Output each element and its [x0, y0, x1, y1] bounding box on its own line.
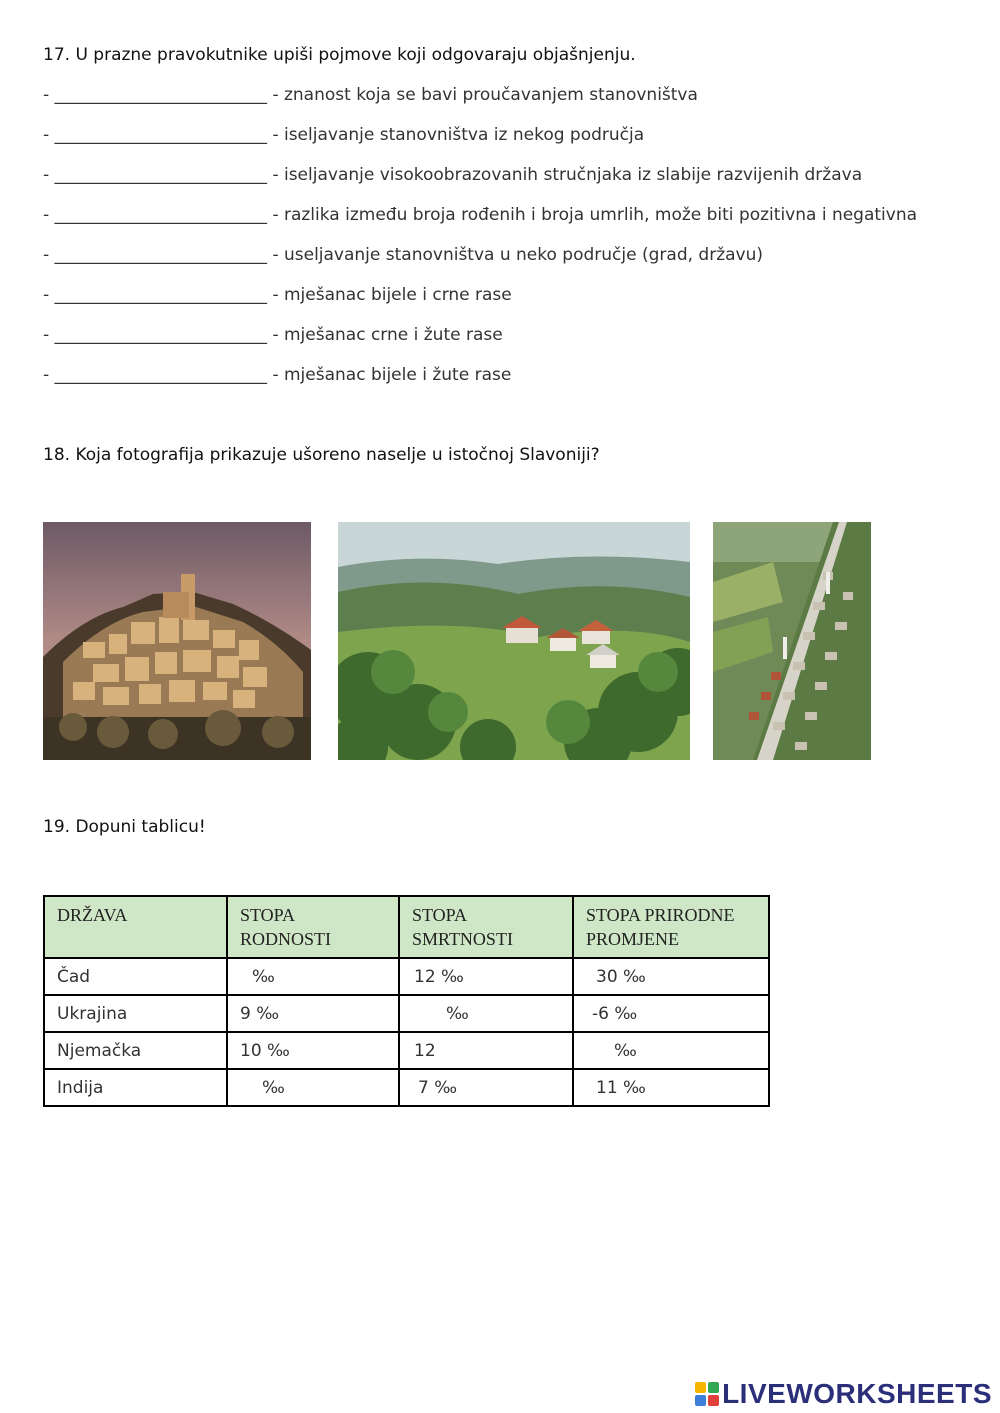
cell-country: Indija	[44, 1069, 227, 1106]
header-country-label: DRŽAVA	[57, 905, 128, 925]
rates-table	[43, 895, 770, 1107]
header-death-rate	[399, 896, 573, 958]
cell-country: Njemačka	[44, 1032, 227, 1069]
question-18-title: 18. Koja fotografija prikazuje ušoreno naselje u istočnoj Slavoniji?	[43, 445, 600, 465]
cell-country: Ukrajina	[44, 995, 227, 1032]
table-row	[44, 1069, 769, 1106]
cell-natural-change[interactable]: ‰	[573, 1032, 769, 1069]
header-natural-change-line2: PROMJENE	[586, 929, 680, 949]
header-death-rate-line1: STOPA	[412, 905, 468, 925]
header-natural-change-line1: STOPA PRIRODNE	[586, 905, 735, 925]
logo-square-green	[708, 1382, 719, 1393]
cell-natural-change: -6 ‰	[573, 995, 769, 1032]
liveworksheets-logo-icon	[695, 1382, 719, 1406]
fill-in-line-7[interactable]: - _________________________ - mješanac crne i žute rase	[43, 325, 503, 345]
header-country	[44, 896, 227, 958]
liveworksheets-watermark[interactable]	[695, 1378, 992, 1410]
photo-hilltop-town[interactable]	[43, 522, 311, 760]
cell-birth-rate[interactable]: ‰	[227, 958, 399, 995]
cell-death-rate: 12 ‰	[399, 958, 573, 995]
fill-in-line-3[interactable]: - _________________________ - iseljavanje visokoobrazovanih stručnjaka iz slabije razvijenih država	[43, 165, 863, 185]
header-natural-change	[573, 896, 769, 958]
cell-death-rate: 12	[399, 1032, 573, 1069]
cell-country: Čad	[44, 958, 227, 995]
header-birth-rate	[227, 896, 399, 958]
photo-scattered-village[interactable]	[338, 522, 690, 760]
fill-in-line-8[interactable]: - _________________________ - mješanac bijele i žute rase	[43, 365, 512, 385]
cell-birth-rate[interactable]: ‰	[227, 1069, 399, 1106]
table-row	[44, 958, 769, 995]
cell-natural-change: 11 ‰	[573, 1069, 769, 1106]
liveworksheets-wordmark: LIVEWORKSHEETS	[722, 1378, 992, 1409]
logo-square-red	[708, 1395, 719, 1406]
question-19-title: 19. Dopuni tablicu!	[43, 817, 206, 837]
table-header-row	[44, 896, 769, 958]
fill-in-line-6[interactable]: - _________________________ - mješanac bijele i crne rase	[43, 285, 512, 305]
cell-natural-change: 30 ‰	[573, 958, 769, 995]
fill-in-line-2[interactable]: - _________________________ - iseljavanje stanovništva iz nekog područja	[43, 125, 645, 145]
cell-birth-rate: 9 ‰	[227, 995, 399, 1032]
cell-birth-rate: 10 ‰	[227, 1032, 399, 1069]
question-17-title: 17. U prazne pravokutnike upiši pojmove koji odgovaraju objašnjenju.	[43, 45, 636, 65]
header-death-rate-line2: SMRTNOSTI	[412, 929, 513, 949]
header-birth-rate-line1: STOPA	[240, 905, 296, 925]
photo-linear-settlement[interactable]	[713, 522, 871, 760]
fill-in-line-1[interactable]: - _________________________ - znanost koja se bavi proučavanjem stanovništva	[43, 85, 698, 105]
table-row	[44, 1032, 769, 1069]
logo-square-yellow	[695, 1382, 706, 1393]
header-birth-rate-line2: RODNOSTI	[240, 929, 332, 949]
logo-square-blue	[695, 1395, 706, 1406]
table-row	[44, 995, 769, 1032]
fill-in-line-5[interactable]: - _________________________ - useljavanje stanovništva u neko područje (grad, državu)	[43, 245, 764, 265]
fill-in-line-4[interactable]: - _________________________ - razlika između broja rođenih i broja umrlih, može biti pozitivna i negativna	[43, 205, 918, 225]
cell-death-rate: 7 ‰	[399, 1069, 573, 1106]
cell-death-rate[interactable]: ‰	[399, 995, 573, 1032]
